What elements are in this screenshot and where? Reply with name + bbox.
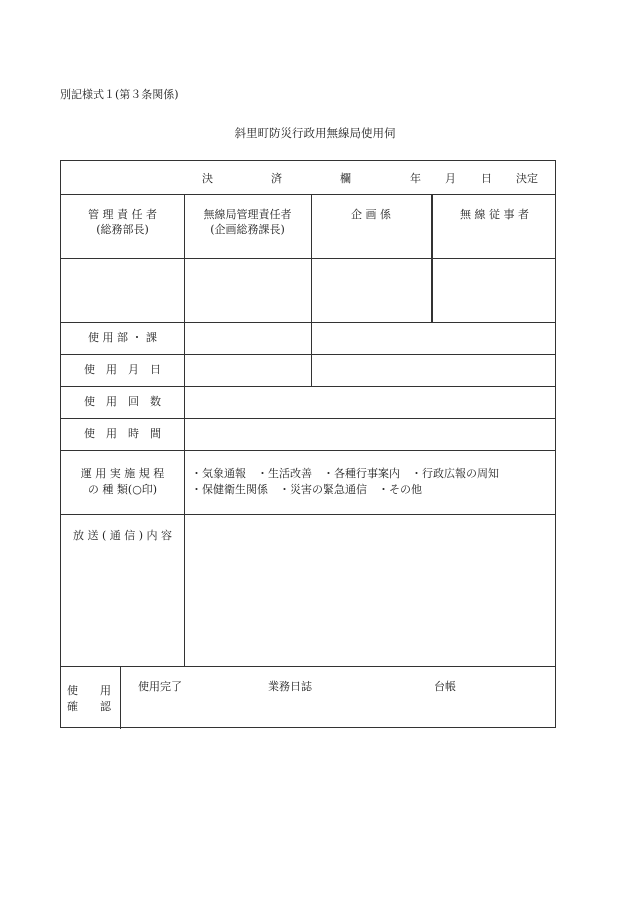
approver-role-manager: 管 理 責 任 者 (88, 208, 157, 221)
date-input-area[interactable] (185, 355, 310, 385)
confirm-completed: 使用完了 (138, 680, 182, 693)
form-number-note: 別記様式１(第３条関係) (60, 88, 179, 101)
count-input-area[interactable] (185, 387, 310, 417)
content-label: 放 送 ( 通 信 ) 内 容 (72, 529, 173, 542)
decision-label-ketsu: 決 (202, 172, 213, 185)
row-divider (61, 194, 555, 195)
field-label-dept: 使 用 部 ・ 課 (88, 331, 157, 344)
type-label-line2: の 種 類(○印) (87, 483, 158, 496)
row-divider (61, 450, 555, 451)
decision-month: 月 (445, 172, 456, 185)
approver-sub-station-manager: (企画総務課長) (210, 223, 285, 236)
confirm-ledger: 台帳 (434, 680, 456, 693)
type-options-line1: ・気象通報 ・生活改善 ・各種行事案内 ・行政広報の周知 (191, 467, 499, 480)
row-divider (61, 666, 555, 667)
field-label-date: 使 用 月 日 (84, 363, 161, 376)
decision-day: 日 (481, 172, 492, 185)
date-input-area-2[interactable] (312, 355, 556, 385)
time-input-area[interactable] (185, 419, 556, 449)
decision-decided: 決定 (516, 172, 538, 185)
approver-role-station-manager: 無線局管理責任者 (203, 208, 292, 221)
field-label-time: 使 用 時 間 (84, 427, 161, 440)
type-options-line2: ・保健衛生関係 ・災害の緊急通信 ・その他 (191, 483, 422, 496)
column-divider (120, 666, 121, 729)
dept-input-area[interactable] (185, 323, 310, 353)
field-label-count: 使 用 回 数 (84, 395, 161, 408)
type-label-line1: 運 用 実 施 規 程 (80, 467, 165, 480)
dept-input-area-2[interactable] (312, 323, 556, 353)
approver-role-planning: 企 画 係 (351, 208, 391, 221)
stamp-box-manager[interactable] (62, 259, 183, 321)
confirm-work-log: 業務日誌 (268, 680, 312, 693)
stamp-box-station-manager[interactable] (185, 259, 310, 321)
decision-year: 年 (410, 172, 421, 185)
approver-sub-manager: (総務部長) (96, 223, 149, 236)
approver-role-operator: 無 線 従 事 者 (460, 208, 529, 221)
form-title: 斜里町防災行政用無線局使用伺 (234, 126, 396, 140)
confirm-label-line1: 使 用 (67, 684, 111, 697)
content-input-area[interactable] (185, 515, 556, 665)
usage-request-form (60, 160, 556, 728)
confirm-label-line2: 確 認 (67, 700, 111, 713)
decision-label-sai: 済 (271, 172, 282, 185)
decision-label-ran: 欄 (340, 172, 351, 185)
stamp-box-planning[interactable] (312, 259, 430, 321)
stamp-box-operator[interactable] (434, 259, 556, 321)
count-input-area-2[interactable] (312, 387, 556, 417)
